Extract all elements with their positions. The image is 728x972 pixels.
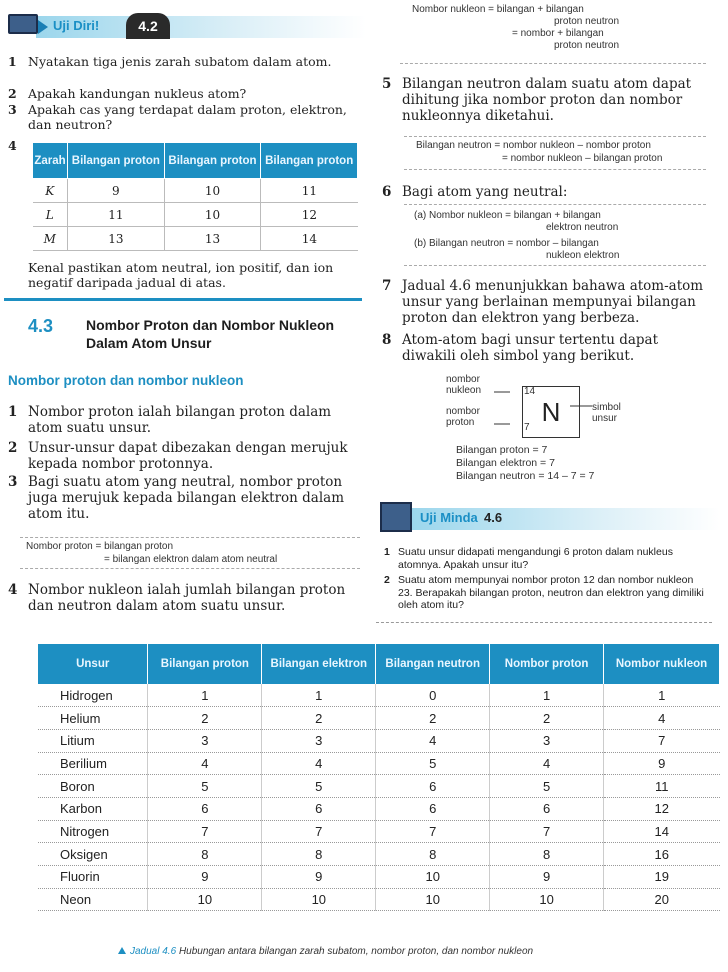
question-2: 2 Apakah kandungan nukleus atom? xyxy=(8,86,247,101)
label-nombor-proton: nombor proton xyxy=(446,406,480,428)
table-row xyxy=(38,888,720,911)
element-name-cell: Hidrogen xyxy=(38,684,148,707)
element-symbol: N xyxy=(541,397,561,427)
table-row: L 11 10 12 xyxy=(33,203,358,227)
table-cell: 4 xyxy=(376,729,490,752)
table-cell: 11 xyxy=(604,775,720,798)
table-row: M 13 13 14 xyxy=(33,227,358,251)
table-header: Zarah xyxy=(33,143,68,179)
table-cell: 9 xyxy=(604,752,720,775)
minda-divider xyxy=(376,622,712,623)
element-name-cell: Neon xyxy=(38,888,148,911)
table-cell: 5 xyxy=(490,775,604,798)
table-cell: 1 xyxy=(490,684,604,707)
nukleon-line2b: proton neutron xyxy=(554,40,620,51)
table-cell: 10 xyxy=(376,866,490,889)
table-cell: 2 xyxy=(376,707,490,730)
table-header: Bilangan proton xyxy=(261,143,358,179)
element-name-cell: Nitrogen xyxy=(38,820,148,843)
formula-proton-line2: = bilangan elektron dalam atom neutral xyxy=(104,554,278,565)
table-cell: 20 xyxy=(604,888,720,911)
neutron-line1: Bilangan neutron = nombor nukleon – nombor proton xyxy=(416,140,651,151)
table-cell: 4 xyxy=(148,752,262,775)
table-row xyxy=(38,752,720,775)
table-cell: 6 xyxy=(490,797,604,820)
table-cell: 2 xyxy=(262,707,376,730)
point-7: 7 Jadual 4.6 menunjukkan bahawa atom-atom unsur yang berlainan mempunyai bilangan proton dan elektron yang berbeza. xyxy=(382,278,704,326)
element-name-cell: Litium xyxy=(38,729,148,752)
caption-label: Jadual 4.6 xyxy=(130,946,177,957)
table-cell: 3 xyxy=(148,729,262,752)
table-cell: 19 xyxy=(604,866,720,889)
table-cell: 10 xyxy=(376,888,490,911)
table-cell: 8 xyxy=(262,843,376,866)
table-cell: 9 xyxy=(490,866,604,889)
table-row xyxy=(38,684,720,707)
question-4-text: Kenal pastikan atom neutral, ion positif, dan ion negatif daripada jadual di atas. xyxy=(28,260,334,290)
table-header: Bilangan proton xyxy=(148,644,262,684)
table-cell: 8 xyxy=(490,843,604,866)
uji-minda-banner xyxy=(380,502,720,532)
table-cell: 9 xyxy=(262,866,376,889)
table-header: Bilangan elektron xyxy=(262,644,376,684)
symbol-proton-number: 7 xyxy=(524,422,530,433)
table-cell: 1 xyxy=(262,684,376,707)
table-caption xyxy=(118,946,533,957)
table-row xyxy=(38,843,720,866)
point-6: 6 Bagi atom yang neutral: xyxy=(382,184,568,200)
uji-diri-title: Uji Diri! xyxy=(53,18,100,33)
element-name-cell: Boron xyxy=(38,775,148,798)
table-cell: 12 xyxy=(604,797,720,820)
table-cell: 3 xyxy=(262,729,376,752)
table-cell: 5 xyxy=(148,775,262,798)
checkbox-icon xyxy=(380,502,412,532)
table-cell: 7 xyxy=(262,820,376,843)
table-header: Bilangan proton xyxy=(68,143,165,179)
table-cell: 4 xyxy=(262,752,376,775)
element-name-cell: Berilium xyxy=(38,752,148,775)
table-row xyxy=(38,866,720,889)
table-cell: 14 xyxy=(604,820,720,843)
neutron-line2: = nombor nukleon – bilangan proton xyxy=(502,153,663,164)
point-8: 8 Atom-atom bagi unsur tertentu dapat diwakili oleh simbol yang berikut. xyxy=(382,332,659,364)
calc-elektron: Bilangan elektron = 7 xyxy=(456,457,555,469)
point-4: 4 Nombor nukleon ialah jumlah bilangan proton dan neutron dalam atom suatu unsur. xyxy=(8,582,346,614)
label-nombor-nukleon: nombor nukleon xyxy=(446,374,482,396)
point-5: 5 Bilangan neutron dalam suatu atom dapat dihitung jika nombor proton dan nombor nukleonnya diketahui. xyxy=(382,76,692,124)
table-row: K 9 10 11 xyxy=(33,179,358,203)
table-cell: 7 xyxy=(148,820,262,843)
table-cell: 8 xyxy=(376,843,490,866)
table-4-6 xyxy=(38,644,720,911)
table-cell: 2 xyxy=(490,707,604,730)
table-cell: 3 xyxy=(490,729,604,752)
table-cell: 7 xyxy=(490,820,604,843)
question-1: 1 Nyatakan tiga jenis zarah subatom dalam atom. xyxy=(8,54,332,69)
table-cell: 4 xyxy=(490,752,604,775)
element-name-cell: Oksigen xyxy=(38,843,148,866)
subheading: Nombor proton dan nombor nukleon xyxy=(8,373,244,388)
uji-diri-banner xyxy=(8,10,364,40)
table-header: Bilangan neutron xyxy=(376,644,490,684)
caption-text: Hubungan antara bilangan zarah subatom, nombor proton, dan nombor nukleon xyxy=(178,946,534,957)
arrow-icon xyxy=(38,20,48,34)
point-2: 2 Unsur-unsur dapat dibezakan dengan merujuk kepada nombor protonnya. xyxy=(8,440,348,472)
table-cell: 4 xyxy=(604,707,720,730)
triangle-icon xyxy=(118,947,126,954)
point-1: 1 Nombor proton ialah bilangan proton dalam atom suatu unsur. xyxy=(8,404,332,436)
uji-diri-number: 4.2 xyxy=(126,13,170,39)
section-title: Nombor Proton dan Nombor Nukleon Dalam Atom Unsur xyxy=(86,317,335,351)
point-3: 3 Bagi suatu atom yang neutral, nombor proton juga merujuk kepada bilangan elektron dalam atom itu. xyxy=(8,474,345,522)
uji-minda-number: 4.6 xyxy=(484,510,503,525)
table-cell: 10 xyxy=(148,888,262,911)
calc-proton: Bilangan proton = 7 xyxy=(456,444,548,456)
neutral-line-a: (a) Nombor nukleon = bilangan + bilangan xyxy=(414,210,601,221)
table-cell: 9 xyxy=(148,866,262,889)
formula-proton-line1: Nombor proton = bilangan proton xyxy=(26,541,174,552)
zarah-table xyxy=(32,142,358,251)
table-row xyxy=(38,729,720,752)
uji-minda-title: Uji Minda xyxy=(420,510,478,525)
table-cell: 6 xyxy=(376,797,490,820)
nukleon-line1: Nombor nukleon = bilangan + bilangan xyxy=(412,4,584,15)
table-cell: 10 xyxy=(490,888,604,911)
table-cell: 5 xyxy=(262,775,376,798)
table-cell: 2 xyxy=(148,707,262,730)
table-cell: 6 xyxy=(376,775,490,798)
question-3: 3 Apakah cas yang terdapat dalam proton, elektron, dan neutron? xyxy=(8,102,347,132)
nukleon-line1b: proton neutron xyxy=(554,16,620,27)
table-row xyxy=(38,797,720,820)
element-name-cell: Karbon xyxy=(38,797,148,820)
table-cell: 5 xyxy=(376,752,490,775)
element-name-cell: Helium xyxy=(38,707,148,730)
table-cell: 0 xyxy=(376,684,490,707)
table-cell: 10 xyxy=(262,888,376,911)
minda-question-2: 2 Suatu atom mempunyai nombor proton 12 dan nombor nukleon 23. Berapakah bilangan proton, neutron dan elektron yang dimiliki oleh atom itu? xyxy=(384,574,704,611)
neutral-line-b: (b) Bilangan neutron = nombor – bilangan xyxy=(414,238,599,249)
table-cell: 7 xyxy=(376,820,490,843)
pencil-icon xyxy=(8,14,38,34)
table-cell: 8 xyxy=(148,843,262,866)
table-row xyxy=(38,820,720,843)
table-row xyxy=(38,775,720,798)
table-header: Unsur xyxy=(38,644,148,684)
symbol-nucleon-number: 14 xyxy=(524,386,536,397)
table-header: Nombor proton xyxy=(490,644,604,684)
label-simbol-unsur: simbol unsur xyxy=(592,402,621,424)
table-header: Bilangan proton xyxy=(164,143,261,179)
section-divider xyxy=(4,298,362,301)
minda-question-1: 1 Suatu unsur didapati mengandungi 6 proton dalam nukleus atomnya. Apakah unsur itu? xyxy=(384,546,673,571)
neutral-line-a2: elektron neutron xyxy=(546,222,619,233)
table-cell: 6 xyxy=(262,797,376,820)
element-name-cell: Fluorin xyxy=(38,866,148,889)
neutral-line-b2: nukleon elektron xyxy=(546,250,620,261)
table-cell: 16 xyxy=(604,843,720,866)
table-cell: 1 xyxy=(148,684,262,707)
table-cell: 1 xyxy=(604,684,720,707)
calc-neutron: Bilangan neutron = 14 – 7 = 7 xyxy=(456,470,595,482)
table-row xyxy=(38,707,720,730)
section-number: 4.3 xyxy=(28,316,54,336)
table-cell: 6 xyxy=(148,797,262,820)
table-cell: 7 xyxy=(604,729,720,752)
table-header: Nombor nukleon xyxy=(604,644,720,684)
nukleon-line2: = nombor + bilangan xyxy=(512,28,604,39)
